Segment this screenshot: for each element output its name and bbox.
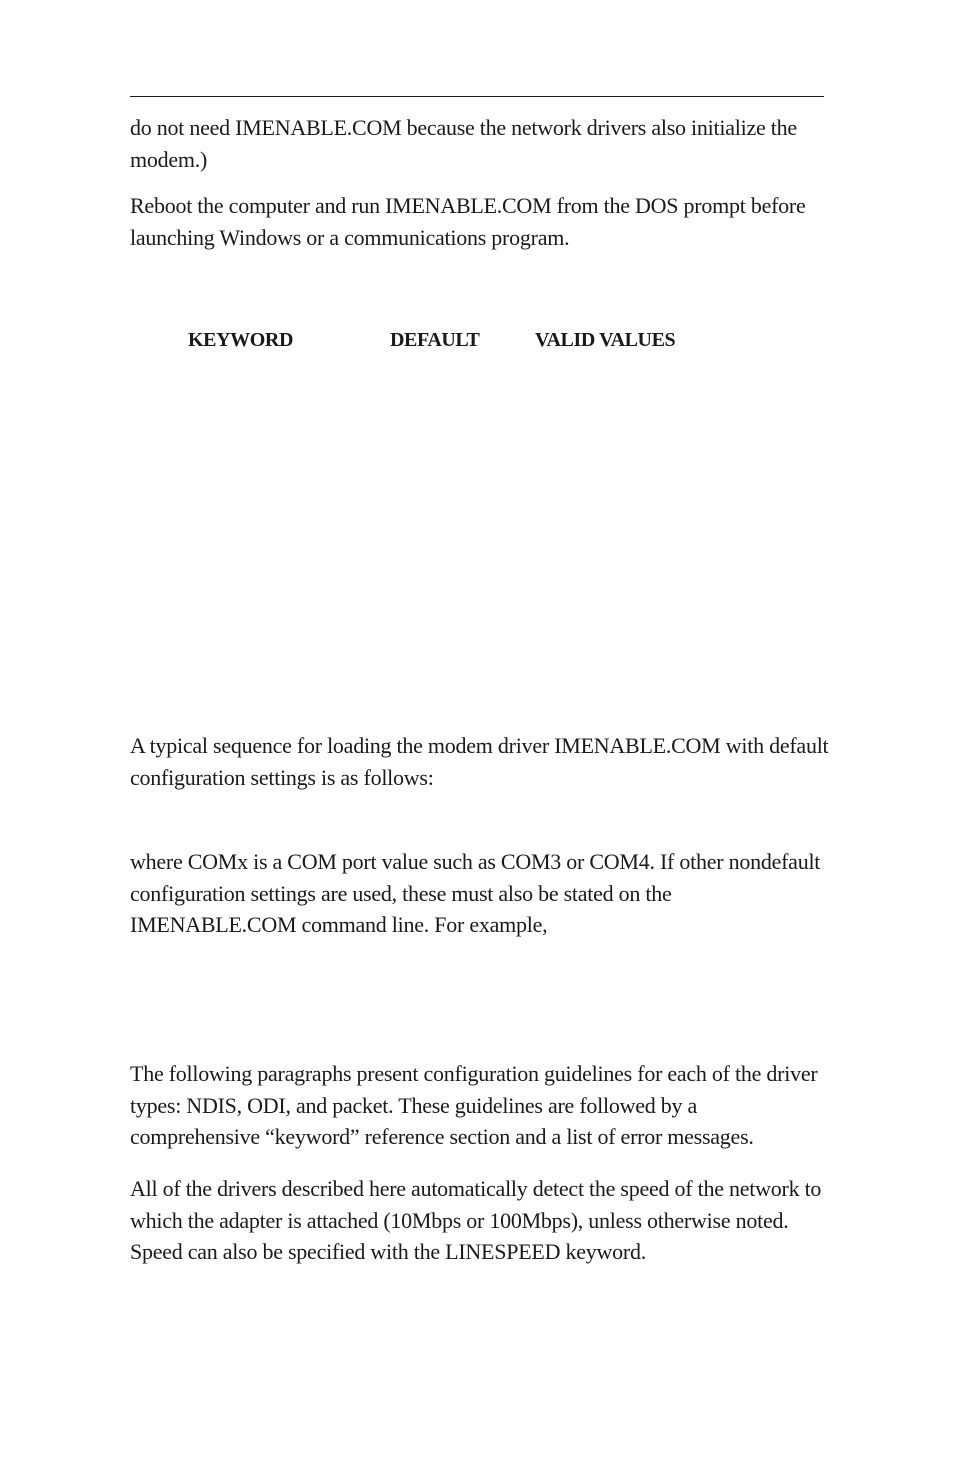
- paragraph-guidelines: The following paragraphs present configuration guidelines for each of the driver types: NDIS, ODI, and packet. These guidelines are followed by a comprehensive “keyword” reference section and a list of error messages.: [130, 1061, 818, 1149]
- paragraph-modem-note: do not need IMENABLE.COM because the network drivers also initialize the modem.): [130, 115, 797, 172]
- header-rule: [130, 96, 824, 97]
- paragraph-typical-sequence: A typical sequence for loading the modem driver IMENABLE.COM with default configuration settings is as follows:: [130, 733, 829, 790]
- paragraph-reboot: Reboot the computer and run IMENABLE.COM from the DOS prompt before launching Windows or a communications program.: [130, 193, 806, 250]
- column-header-valid-values: VALID VALUES: [535, 329, 676, 351]
- paragraph-comx: where COMx is a COM port value such as COM3 or COM4. If other nondefault configuration settings are used, these must also be stated on the IMENABLE.COM command line. For example,: [130, 849, 821, 937]
- paragraph-speed-detect: All of the drivers described here automatically detect the speed of the network to which the adapter is attached (10Mbps or 100Mbps), unless otherwise noted. Speed can also be specified with the LINESPEED keyword.: [130, 1176, 822, 1264]
- column-header-keyword: KEYWORD: [188, 329, 293, 351]
- column-header-default: DEFAULT: [390, 329, 480, 351]
